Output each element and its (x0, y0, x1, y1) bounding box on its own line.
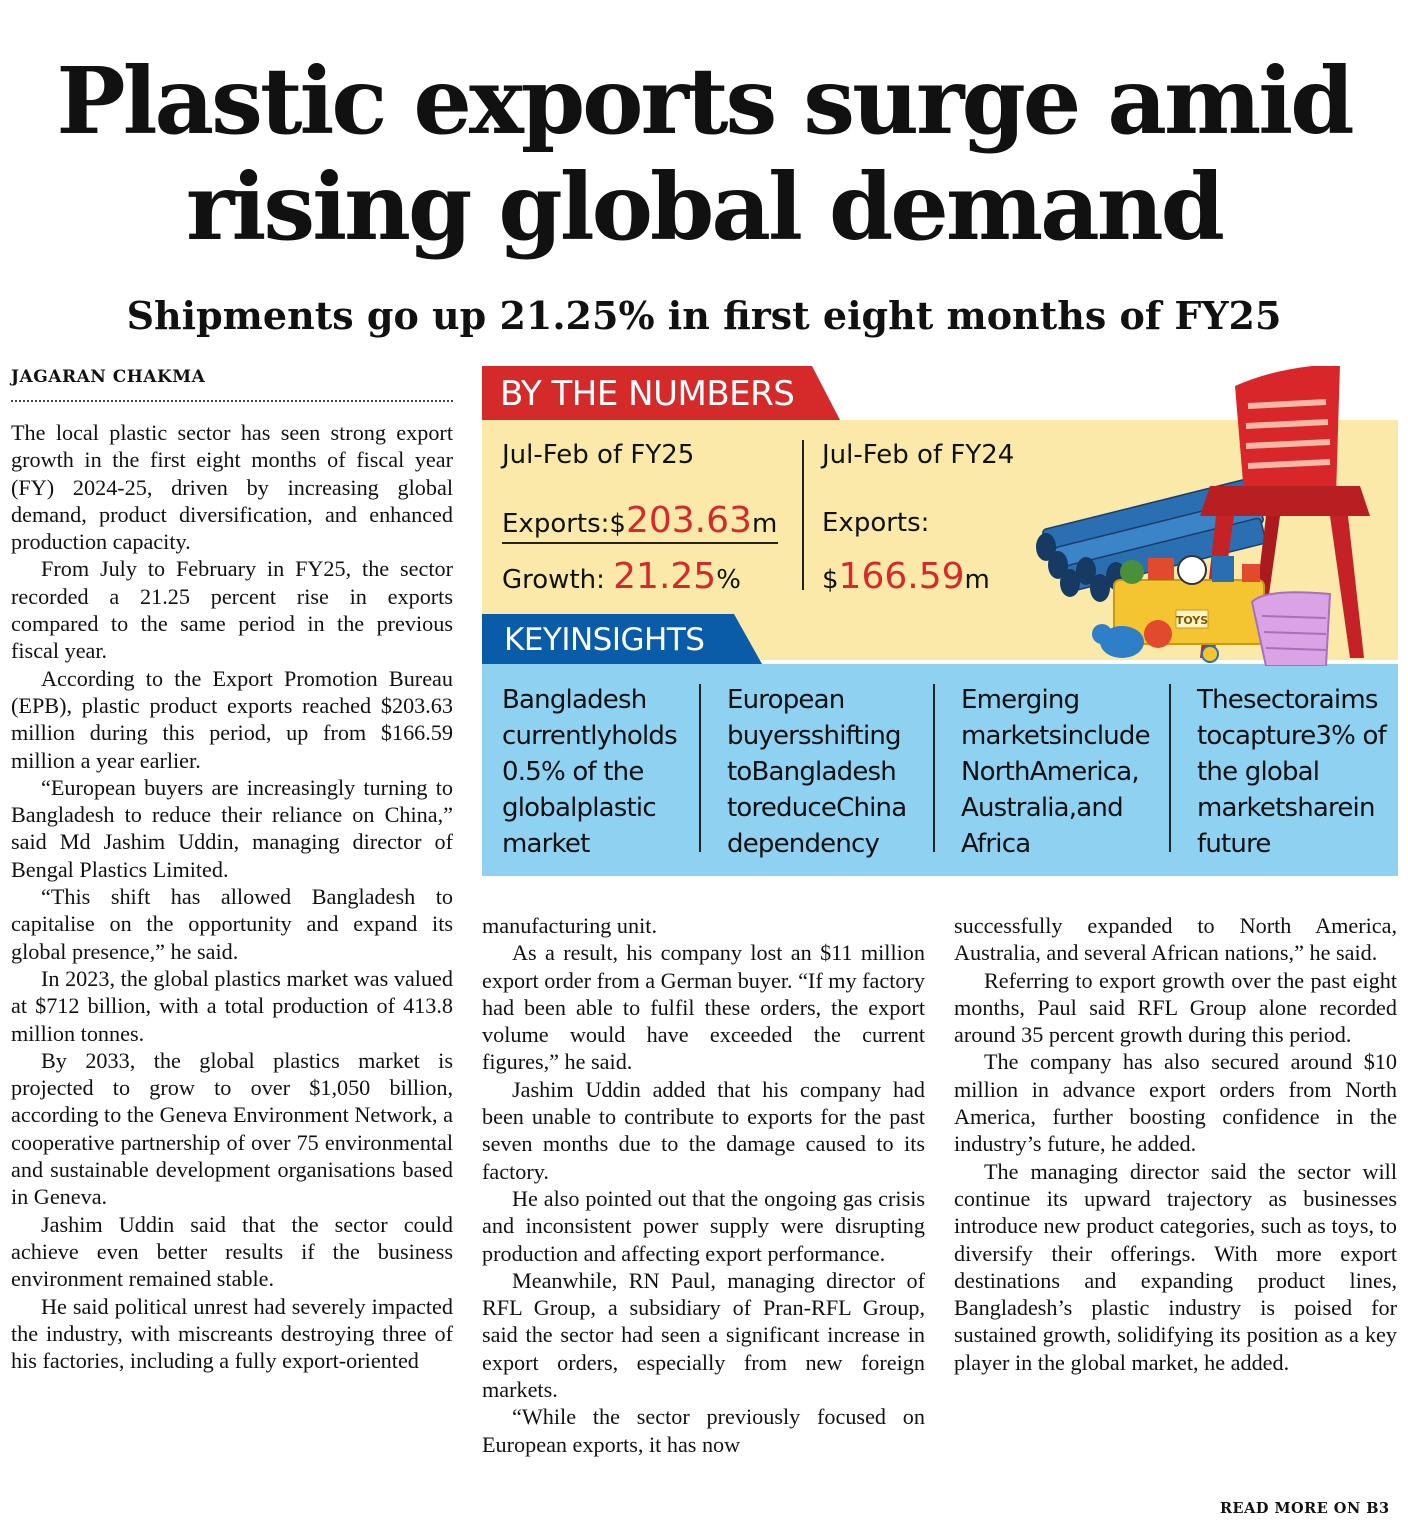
paragraph: As a result, his company lost an $11 million export order from a German buyer. “If my factory had been able to fulfil these orders, the export volume would have exceeded the current figures,” he said. (482, 940, 925, 1075)
insight-item: Bangladesh currentlyholds 0.5% of the globalplastic market (502, 685, 677, 859)
fy25-exports-prefix: Exports:$ (502, 509, 626, 539)
subheadline: Shipments go up 21.25% in first eight months of FY25 (126, 293, 1282, 338)
headline-text: Plastic exports surge amid rising global demand (56, 47, 1352, 261)
paragraph: The managing director said the sector will continue its upward trajectory as businesses introduce new product categories, such as toys, to diversify their offerings. With more export destinations and expanding product lines, Bangladesh’s plastic industry is poised for sustained growth, solidifying its position as a key player in the global market, he added. (954, 1158, 1397, 1375)
article-column-1 (11, 419, 453, 1374)
paragraph: successfully expanded to North America, Australia, and several African nations,” he said. (954, 913, 1397, 966)
fy24-exports-prefix: $ (822, 565, 839, 595)
paragraph: Jashim Uddin added that his company had been unable to contribute to exports for the past seven months due to the damage caused to its factory. (482, 1076, 925, 1184)
insight-divider (933, 684, 935, 852)
byline-divider (11, 400, 453, 402)
headline (0, 48, 1408, 260)
insight-divider (1169, 684, 1171, 852)
fy25-growth (502, 556, 741, 597)
paragraph: Referring to export growth over the past eight months, Paul said RFL Group alone recorded around 35 percent growth during this period. (954, 967, 1397, 1048)
paragraph: From July to February in FY25, the sector recorded a 21.25 percent rise in exports compared to the same period in the previous fiscal year. (11, 556, 453, 664)
fy25-exports (502, 500, 777, 541)
fy25-growth-unit: % (716, 565, 741, 595)
insight-item: European buyersshifting toBangladesh toreduceChina dependency (727, 685, 907, 859)
paragraph: Meanwhile, RN Paul, managing director of RFL Group, a subsidiary of Pran-RFL Group, said the sector had seen a significant increase in export orders, especially from new foreign markets. (482, 1267, 925, 1403)
paragraph: He said political unrest had severely impacted the industry, with miscreants destroying three of his factories, including a fully export-oriented (11, 1293, 453, 1374)
fy24-exports-label: Exports: (822, 508, 930, 538)
article-column-3 (954, 912, 1397, 1376)
fy24-exports-value: 166.59 (838, 556, 965, 597)
paragraph: In 2023, the global plastics market was valued at $712 billion, with a total production of 413.8 million tonnes. (11, 965, 453, 1046)
insight-item: Thesectoraims tocapture3% of the global marketsharein future (1197, 685, 1386, 859)
fy24-exports-unit: m (964, 565, 990, 595)
article-column-2 (482, 912, 925, 1458)
infobox (482, 366, 1398, 876)
insights-title: KEYINSIGHTS (504, 622, 705, 658)
plastic-products-illustration (1030, 366, 1398, 666)
numbers-title: BY THE NUMBERS (500, 374, 795, 414)
paragraph: “European buyers are increasingly turning to Bangladesh to reduce their reliance on China,” said Md Jashim Uddin, managing director of Bengal Plastics Limited. (11, 774, 453, 882)
read-more-link[interactable]: READ MORE ON B3 (1220, 1500, 1390, 1517)
fy25-label: Jul-Feb of FY25 (502, 440, 695, 470)
byline: JAGARAN CHAKMA (11, 367, 206, 387)
paragraph: “This shift has allowed Bangladesh to capitalise on the opportunity and expand its global presence,” he said. (11, 884, 453, 964)
fy25-exports-value: 203.63 (625, 500, 752, 541)
paragraph: The local plastic sector has seen strong export growth in the first eight months of fiscal year (FY) 2024-25, driven by increasing global demand, product diversification, and enhanced production capacity. (11, 420, 453, 555)
fy25-growth-value: 21.25 (613, 556, 717, 597)
paragraph: The company has also secured around $10 million in advance export orders from North America, further boosting confidence in the industry’s future, he added. (954, 1049, 1397, 1157)
fy24-label: Jul-Feb of FY24 (822, 440, 1015, 470)
paragraph: manufacturing unit. (482, 913, 657, 938)
laundry-basket-icon (1252, 592, 1330, 666)
fy25-exports-underline (502, 542, 778, 544)
insight-item: Emerging marketsinclude NorthAmerica, Australia,and Africa (961, 685, 1150, 859)
insight-divider (699, 684, 701, 852)
paragraph: Jashim Uddin said that the sector could achieve even better results if the business environment remained stable. (11, 1211, 453, 1292)
paragraph: By 2033, the global plastics market is projected to grow to over $1,050 billion, according to the Geneva Environment Network, a cooperative partnership of over 75 environmental and sustainable development organisations based in Geneva. (11, 1047, 453, 1210)
toys-label: TOYS (1175, 614, 1209, 627)
paragraph: He also pointed out that the ongoing gas crisis and inconsistent power supply were disrupting production and affecting export performance. (482, 1185, 925, 1266)
numbers-divider (802, 440, 804, 590)
paragraph: “While the sector previously focused on European exports, it has now (482, 1404, 925, 1457)
fy25-exports-unit: m (751, 509, 778, 539)
fy24-exports (822, 556, 990, 597)
paragraph: According to the Export Promotion Bureau (EPB), plastic product exports reached $203.63 million during this period, up from $166.59 million a year earlier. (11, 665, 453, 773)
fy25-growth-prefix: Growth: (502, 565, 614, 595)
